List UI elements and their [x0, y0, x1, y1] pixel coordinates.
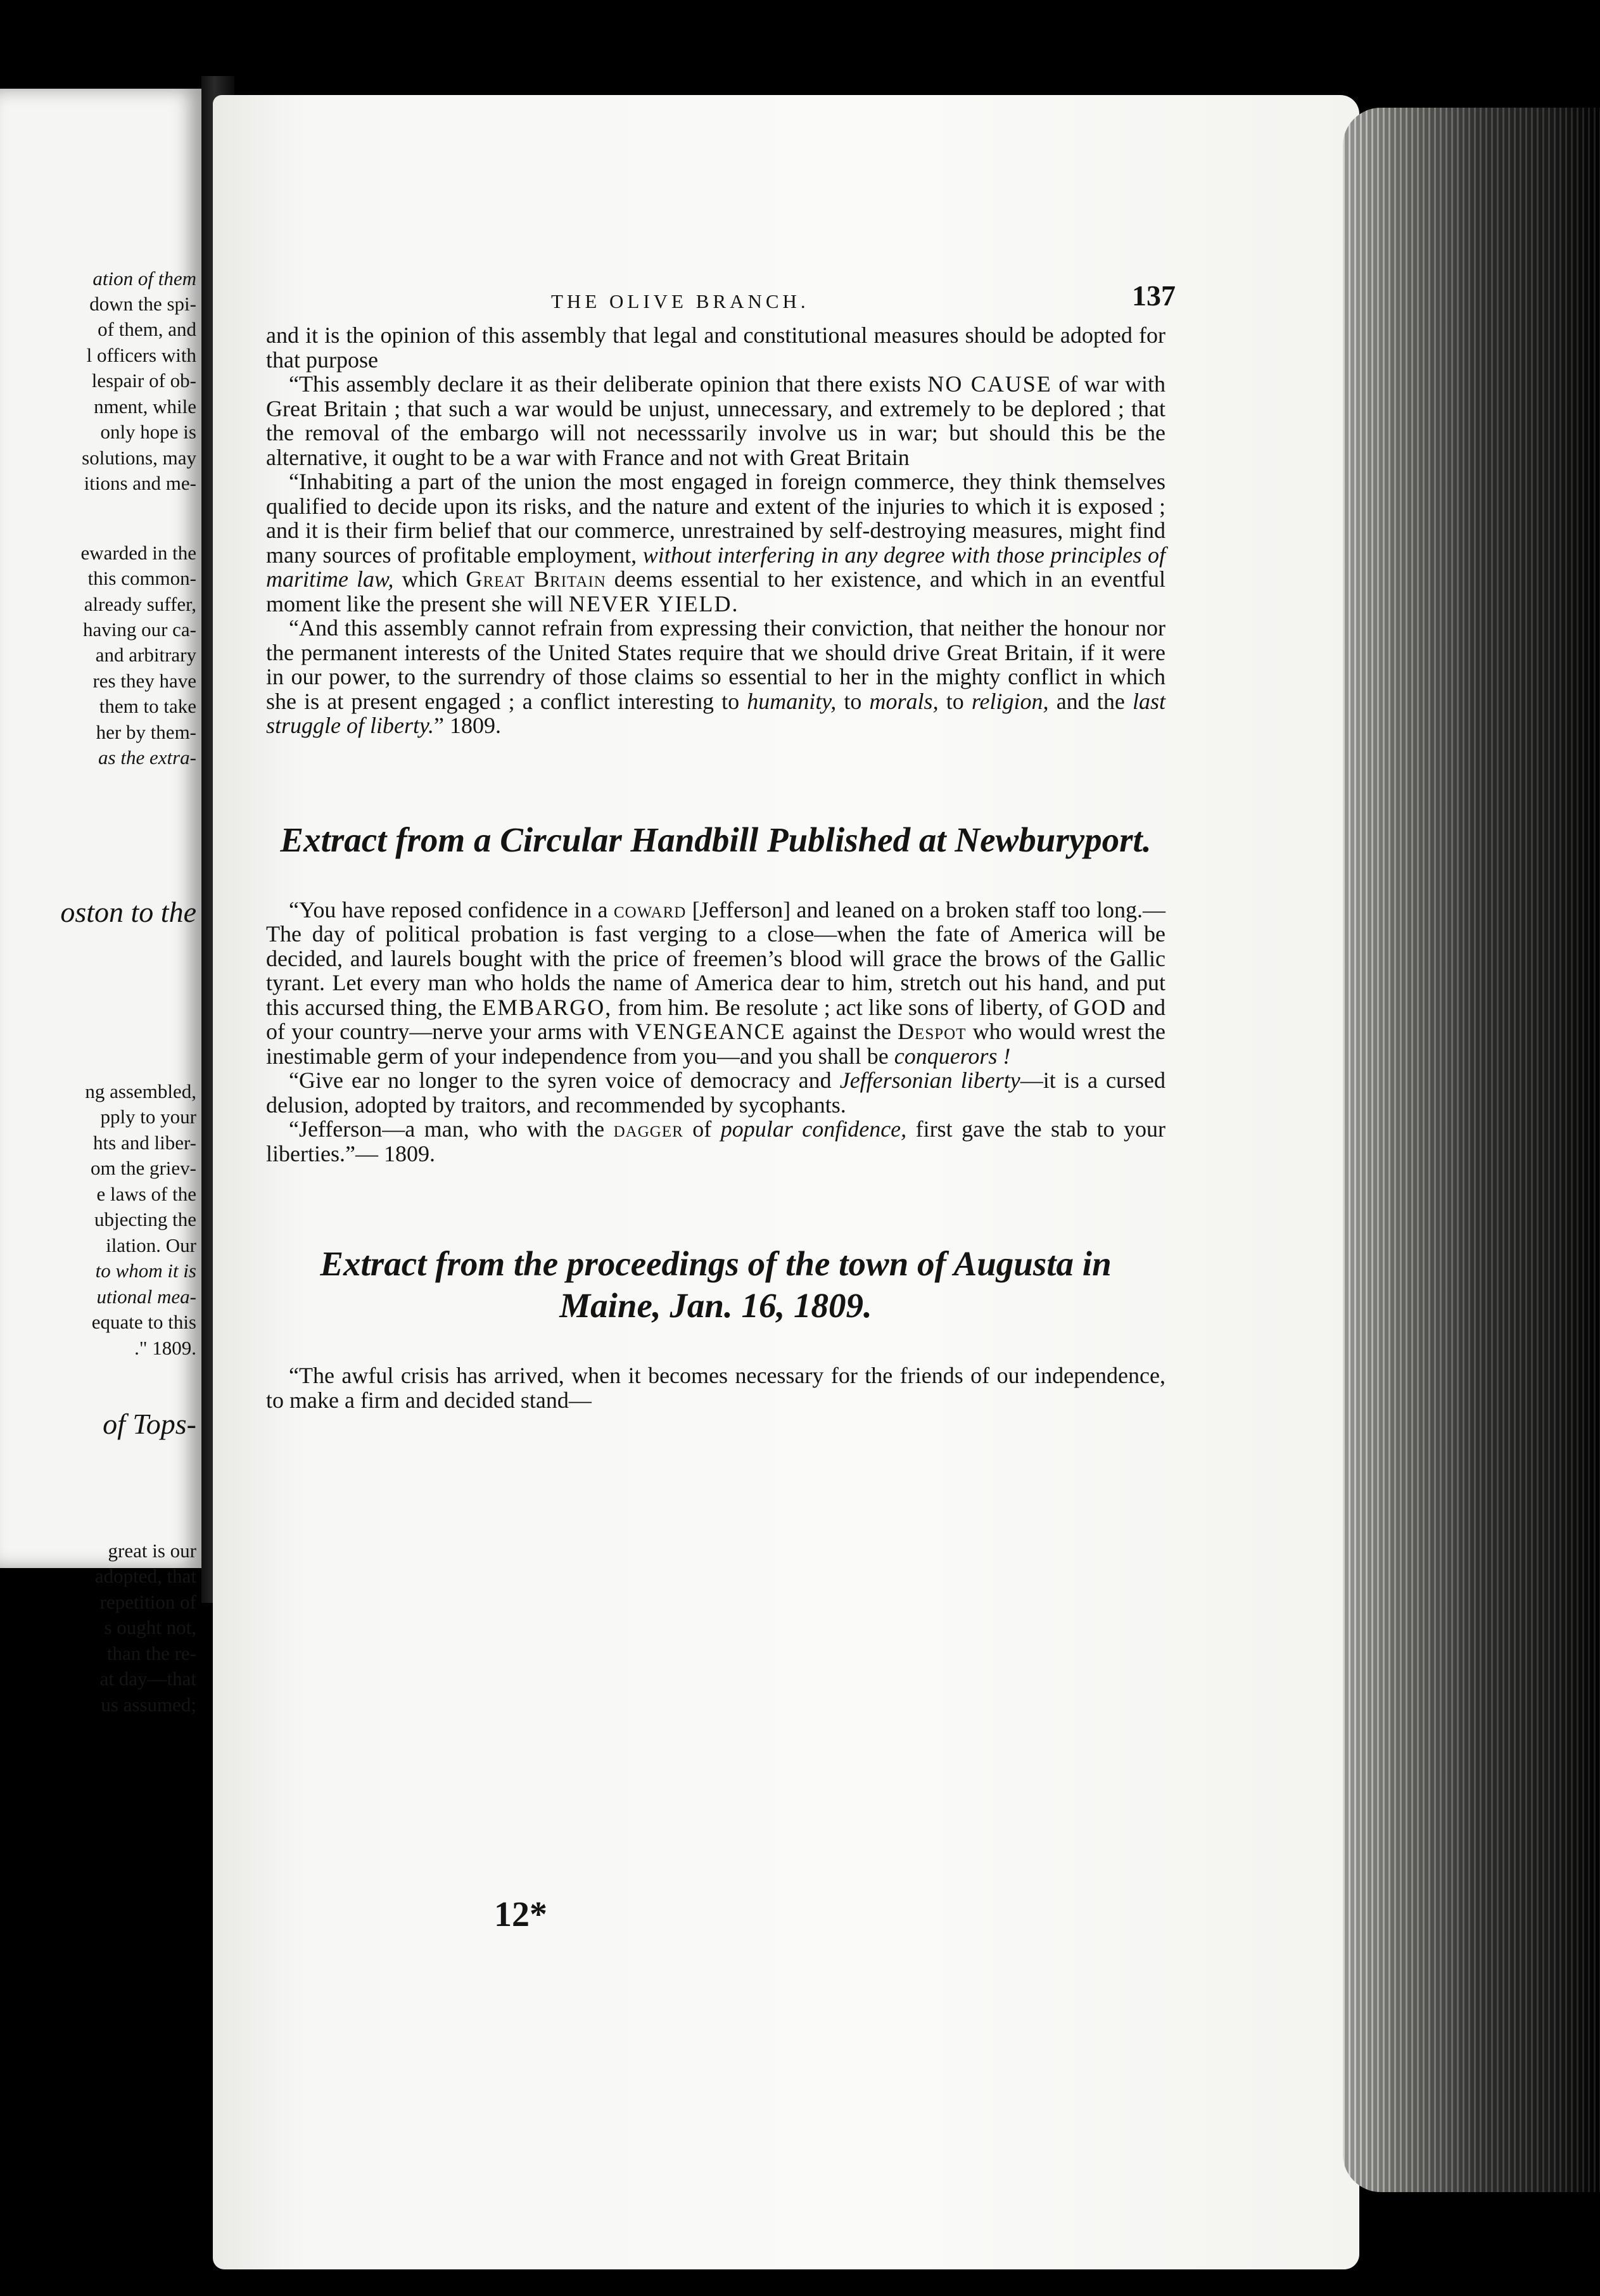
emphasis-italic: Jeffersonian liberty — [839, 1068, 1020, 1093]
text-run: “Inhabiting a part of the union the most engaged in foreign commerce, they think themselves qualified to decide upon its risks, and the nature and extent of the injuries to which it is exposed ; and it is their firm belief that our commerce, unrestrained by self-destroying measures, might find many sources of profitable employment, — [266, 469, 1165, 568]
section-heading-augusta: Extract from the proceedings of the town of Augusta in Maine, Jan. 16, 1809. — [320, 1244, 1112, 1325]
emphasis-caps: NEVER YIELD. — [568, 590, 739, 616]
facing-page-line: s ought not, — [104, 1616, 196, 1638]
emphasis-italic: humanity, — [747, 688, 837, 714]
text-run: to — [836, 688, 870, 714]
emphasis-caps: NO CAUSE — [927, 371, 1052, 397]
paragraph — [266, 1068, 1165, 1117]
handbill-text — [266, 898, 1165, 1166]
text-run: who would wrest the inestimable germ of your independence from you—and you shall be — [266, 1019, 1165, 1069]
facing-page-line: ation of them — [92, 267, 196, 290]
facing-page-line: ewarded in the — [80, 542, 196, 564]
section-heading-newburyport: Extract from a Circular Handbill Published at Newburyport. — [280, 820, 1152, 859]
facing-page-line: ilation. Our — [106, 1234, 196, 1256]
facing-page-line: om the griev- — [90, 1157, 196, 1179]
paragraph — [266, 323, 1165, 372]
signature-mark: 12* — [494, 1895, 547, 1934]
facing-page-line: hts and liber- — [93, 1132, 196, 1154]
running-title: THE OLIVE BRANCH. — [551, 290, 810, 312]
emphasis-italic: morals, — [869, 688, 939, 714]
text-run: “Jefferson—a man, who with the — [289, 1116, 614, 1142]
text-run: “You have reposed confidence in a — [289, 896, 614, 922]
text-run: [Jefferson] and leaned on a broken staff too long.—The day of political probation is fast verging to a close—when the fate of America will be decided, and laurels bought with the price of freemen’s blood will grace the brows of the Gallic tyrant. Let every man who holds the name of America dear to him, stretch out his hand, and put this accursed thing, the — [266, 896, 1165, 1020]
emphasis-small-caps: Despot — [898, 1019, 967, 1044]
text-run: which — [393, 566, 466, 592]
facing-page-line: us assumed; — [101, 1693, 196, 1716]
text-run: —it is a cursed delusion, adopted by traitors, and recommended by sycophants. — [266, 1068, 1165, 1118]
facing-page-line: having our ca- — [82, 618, 196, 641]
text-run: against the — [785, 1019, 898, 1044]
facing-page-line: than the re- — [106, 1642, 196, 1664]
emphasis-italic: popular confidence, — [720, 1116, 907, 1142]
facing-page-line: lespair of ob- — [91, 369, 196, 392]
facing-page-line: at day—that — [99, 1668, 196, 1690]
facing-page-line: oston to the — [60, 896, 196, 928]
text-run: deems essential to her existence, and which in an eventful moment like the present she will — [266, 566, 1165, 616]
facing-page-line: as the extra- — [98, 746, 196, 769]
facing-page-line: res they have — [92, 670, 196, 692]
emphasis-small-caps: Great Britain — [466, 566, 606, 592]
facing-page-line: equate to this — [91, 1311, 196, 1333]
emphasis-caps: EMBARGO, — [482, 994, 613, 1020]
text-run: and the — [1048, 688, 1133, 714]
text-run: first gave the stab to your liberties.”— 1809. — [266, 1116, 1165, 1166]
text-run: of — [683, 1116, 721, 1142]
text-run: of war with Great Britain ; that such a war would be unjust, unnecessary, and extremely to be deplored ; that the removal of the embargo will not necesssarily involve us in war; but should this be the alternative, it ought to be a war with France and not with Great Britain — [266, 371, 1166, 470]
facing-page-left — [0, 89, 201, 1716]
facing-page-line: only hope is — [100, 421, 196, 443]
facing-page-line: nment, while — [94, 395, 196, 418]
emphasis-italic: without interfering in any degree with those principles of maritime law, — [266, 542, 1165, 592]
facing-page-line: of them, and — [98, 318, 196, 340]
facing-page-line: them to take — [99, 695, 196, 717]
emphasis-small-caps: dagger — [613, 1116, 683, 1142]
facing-page-line: to whom it is — [95, 1260, 196, 1282]
facing-page-line: ." 1809. — [134, 1337, 196, 1359]
text-run: “Give ear no longer to the syren voice of democracy and — [289, 1068, 840, 1093]
text-run: “The awful crisis has arrived, when it becomes necessary for the friends of our independence, to make a firm and decided stand— — [266, 1363, 1165, 1413]
page-number: 137 — [1132, 279, 1176, 312]
facing-page-line: repetition of — [99, 1591, 196, 1613]
paragraph — [266, 1363, 1165, 1412]
text-run: and it is the opinion of this assembly that legal and constitutional measures should be adopted for that purpose — [266, 322, 1165, 373]
facing-page-line: utional mea- — [96, 1285, 196, 1308]
emphasis-caps: VENGEANCE — [635, 1019, 786, 1044]
paragraph — [266, 372, 1165, 469]
augusta-text — [266, 1363, 1165, 1412]
facing-page-line: adopted, that — [94, 1565, 196, 1587]
facing-page-line: itions and me- — [84, 472, 196, 494]
running-head — [266, 279, 1176, 323]
facing-page-line: solutions, may — [82, 447, 196, 469]
paragraph — [266, 616, 1165, 738]
facing-page-line: her by them- — [96, 721, 196, 743]
paragraph — [266, 469, 1165, 616]
facing-page-line: already suffer, — [84, 593, 196, 615]
emphasis-italic: last struggle of liberty. — [266, 688, 1165, 738]
resolution-text — [266, 323, 1165, 738]
page-content — [266, 279, 1176, 1413]
facing-page-line: ng assembled, — [85, 1080, 196, 1102]
facing-page-line: ubjecting the — [94, 1208, 196, 1230]
facing-page-line: pply to your — [100, 1106, 196, 1128]
emphasis-italic: religion, — [971, 688, 1049, 714]
emphasis-italic: conquerors ! — [894, 1043, 1011, 1069]
page-edges — [1343, 108, 1600, 2192]
facing-page-line: of Tops- — [103, 1408, 196, 1440]
paragraph — [266, 898, 1165, 1069]
facing-page-line: down the spi- — [89, 293, 196, 315]
facing-page-line: l officers with — [86, 344, 196, 366]
emphasis-small-caps: coward — [613, 896, 687, 922]
emphasis-caps: GOD — [1073, 994, 1127, 1020]
facing-page-line: and arbitrary — [95, 644, 196, 666]
text-run: and of your country—nerve your arms with — [266, 994, 1165, 1044]
facing-page-line: great is our — [108, 1540, 196, 1562]
text-run: to — [938, 688, 972, 714]
text-run: “And this assembly cannot refrain from expressing their conviction, that neither the honour nor the permanent interests of the United States require that we should drive Great Britain, if it were in our power, to the surrendry of those claims so essential to her in the mighty conflict in which she is at present engaged ; a conflict interesting to — [266, 615, 1165, 714]
facing-page-line: this common- — [87, 567, 196, 589]
facing-page-line: e laws of the — [96, 1183, 196, 1205]
text-run: from him. Be resolute ; act like sons of liberty, of — [612, 994, 1074, 1020]
text-run: ” 1809. — [434, 713, 501, 738]
paragraph — [266, 1117, 1165, 1166]
text-run: “This assembly declare it as their deliberate opinion that there exists — [289, 371, 928, 397]
